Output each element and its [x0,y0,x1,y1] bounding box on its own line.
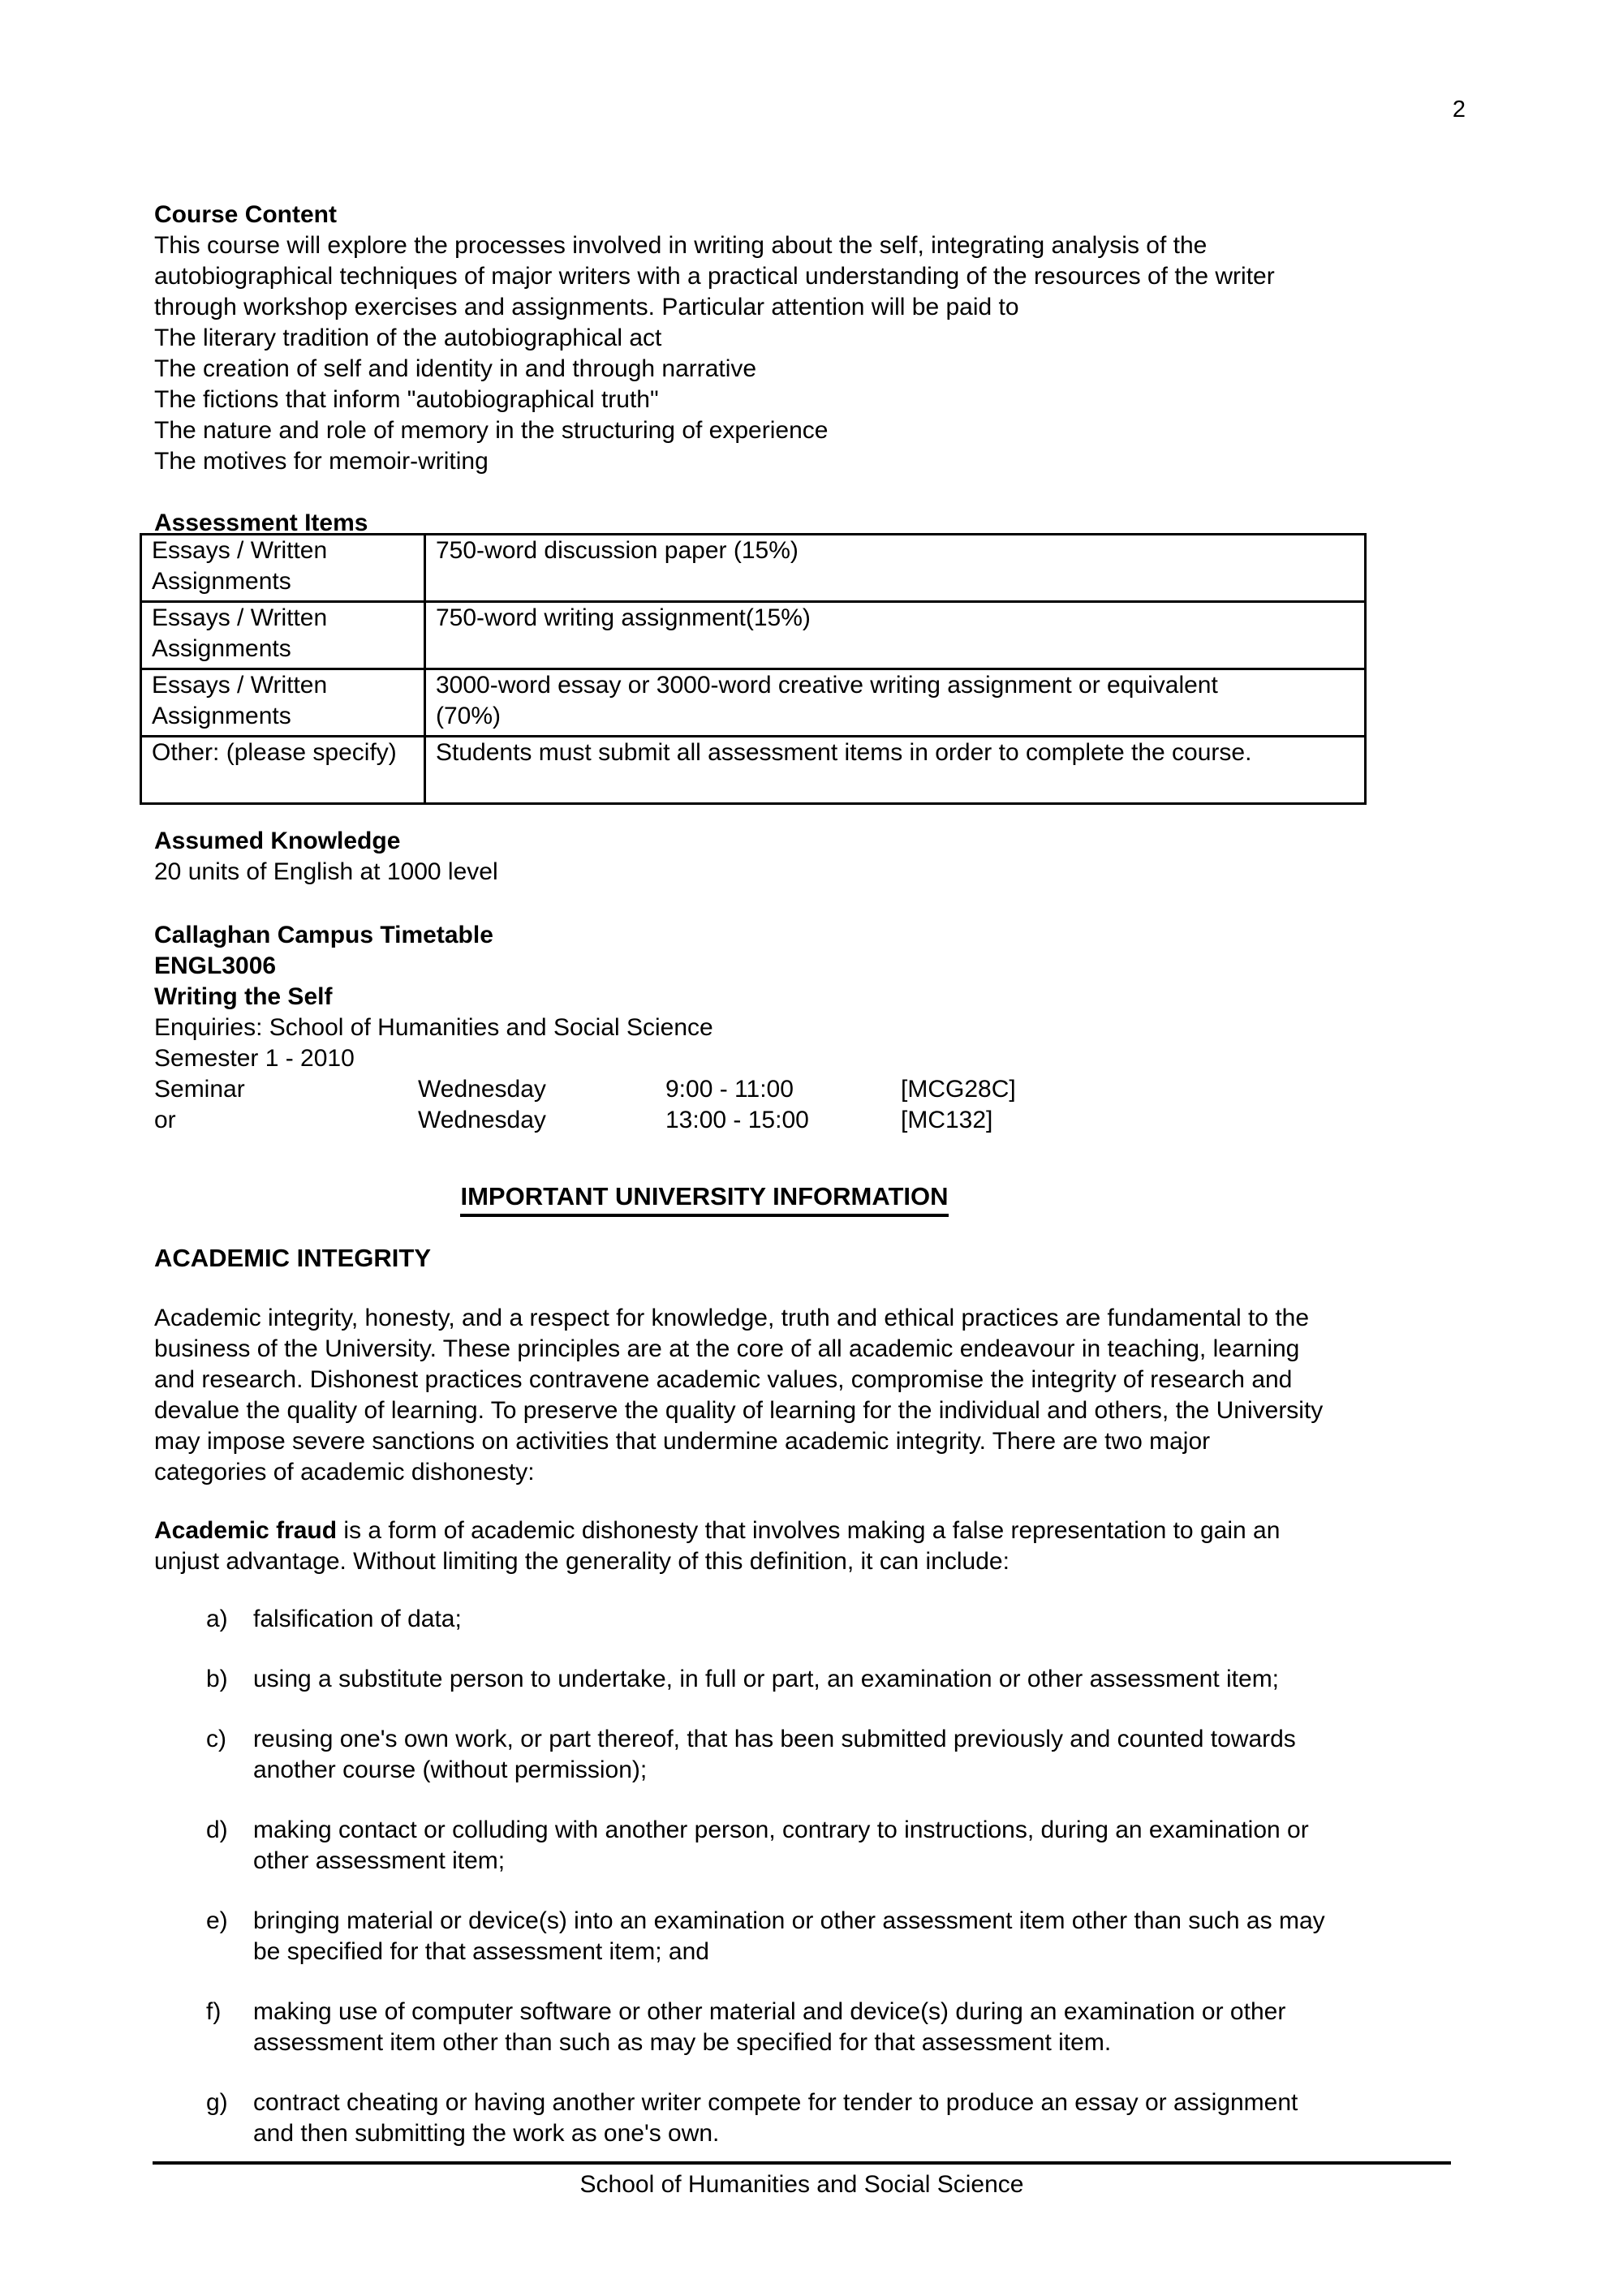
list-item-label: a) [206,1606,228,1632]
table-row [141,602,1366,669]
assessment-desc-cell [425,602,1366,669]
assessment-desc-line: (70%) [436,703,502,729]
assessment-type-cell: Essays / Written Assignments [141,602,425,669]
timetable-section [154,920,1469,1136]
academic-integrity-line: categories of academic dishonesty: [154,1459,535,1486]
timetable-class-type: Seminar [154,1076,245,1103]
list-item-line: assessment item other than such as may be specified for that assessment item. [253,2029,1112,2056]
assessment-items-table [140,533,1367,805]
academic-integrity-line: Academic integrity, honesty, and a respect for knowledge, truth and ethical practices are fundamental to the [154,1305,1310,1331]
list-item-line: using a substitute person to undertake, in full or part, an examination or other assessment item; [253,1666,1280,1692]
timetable-semester: Semester 1 - 2010 [154,1045,355,1072]
course-content-line: autobiographical techniques of major writers with a practical understanding of the resources of the writer [154,263,1275,290]
list-item-line: making contact or colluding with another person, contrary to instructions, during an examination or [253,1817,1309,1843]
timetable-time: 13:00 - 15:00 [665,1107,809,1133]
list-item-body [253,1906,1469,1967]
assumed-knowledge-text: 20 units of English at 1000 level [154,858,498,885]
list-item-line: other assessment item; [253,1847,506,1874]
assessment-desc-cell [425,535,1366,602]
list-item-line: falsification of data; [253,1606,462,1632]
timetable-day: Wednesday [418,1107,546,1133]
list-item-line: contract cheating or having another writer compete for tender to produce an essay or assignment [253,2089,1298,2116]
academic-fraud-lead: Academic fraud [154,1517,338,1544]
list-item-line: another course (without permission); [253,1756,648,1783]
timetable-room: [MC132] [901,1107,993,1133]
timetable-enquiries: Enquiries: School of Humanities and Social Science [154,1014,713,1041]
list-item [206,1664,1469,1695]
academic-integrity-paragraph [154,1303,1469,1488]
important-info-heading: IMPORTANT UNIVERSITY INFORMATION [460,1183,948,1217]
course-content-line: The creation of self and identity in and through narrative [154,355,757,382]
list-item [206,1815,1469,1877]
timetable-row [154,1074,1469,1105]
list-item-line: be specified for that assessment item; and [253,1938,709,1965]
assessment-desc-line: 750-word discussion paper (15%) [436,537,799,564]
list-item-body [253,1664,1469,1695]
list-item-body [253,1815,1469,1877]
course-content-heading: Course Content [154,201,337,228]
course-content-line: This course will explore the processes involved in writing about the self, integrating analysis of the [154,232,1208,259]
academic-integrity-line: business of the University. These principles are at the core of all academic endeavour in teaching, learning [154,1335,1300,1362]
page-number: 2 [1452,97,1466,123]
assumed-knowledge-heading: Assumed Knowledge [154,828,401,854]
academic-fraud-line [154,1516,1469,1546]
list-item-label: d) [206,1817,228,1843]
list-item-body [253,1604,1469,1635]
list-item-label: g) [206,2089,228,2116]
list-item-line: reusing one's own work, or part thereof, that has been submitted previously and counted towards [253,1726,1296,1752]
list-item-line: bringing material or device(s) into an examination or other assessment item other than such as may [253,1907,1325,1934]
assessment-type-cell: Essays / Written Assignments [141,669,425,737]
course-title: Writing the Self [154,983,333,1010]
assessment-type-cell: Essays / Written Assignments [141,535,425,602]
assessment-desc-cell [425,669,1366,737]
timetable-day: Wednesday [418,1076,546,1103]
list-item-line: making use of computer software or other material and device(s) during an examination or other [253,1998,1286,2025]
assessment-desc-line: 3000-word essay or 3000-word creative writing assignment or equivalent [436,672,1218,699]
assessment-desc-cell [425,737,1366,804]
list-item-line: and then submitting the work as one's own. [253,2120,720,2147]
list-item-label: e) [206,1907,228,1934]
timetable-room: [MCG28C] [901,1076,1016,1103]
assessment-desc-line: Students must submit all assessment items in order to complete the course. [436,739,1252,766]
footer-text: School of Humanities and Social Science [579,2171,1024,2198]
table-row [141,669,1366,737]
academic-integrity-heading-section [154,1243,1469,1274]
academic-fraud-line: unjust advantage. Without limiting the generality of this definition, it can include: [154,1548,1010,1575]
list-item [206,1724,1469,1786]
academic-fraud-rest: is a form of academic dishonesty that involves making a false representation to gain an [337,1517,1281,1544]
timetable-row [154,1105,1469,1136]
important-info-section [154,1183,1255,1217]
academic-fraud-paragraph [154,1516,1469,1577]
list-item-body [253,1997,1469,2058]
course-content-line: The nature and role of memory in the structuring of experience [154,417,829,444]
assessment-items-heading: Assessment Items [154,510,368,536]
table-row [141,737,1366,804]
list-item [206,1906,1469,1967]
course-content-line: through workshop exercises and assignments. Particular attention will be paid to [154,294,1019,320]
timetable-time: 9:00 - 11:00 [665,1076,794,1103]
assessment-type-cell: Other: (please specify) [141,737,425,804]
list-item-label: f) [206,1998,222,2025]
academic-integrity-heading: ACADEMIC INTEGRITY [154,1244,431,1272]
course-content-line: The literary tradition of the autobiographical act [154,325,662,351]
academic-integrity-line: may impose severe sanctions on activities that undermine academic integrity. There are two major [154,1428,1211,1455]
academic-integrity-line: devalue the quality of learning. To preserve the quality of learning for the individual and others, the University [154,1397,1324,1424]
list-item-label: b) [206,1666,228,1692]
timetable-class-type: or [154,1107,176,1133]
assessment-desc-line: 750-word writing assignment(15%) [436,604,811,631]
course-content-section [154,200,1469,477]
list-item-label: c) [206,1726,226,1752]
academic-integrity-line: and research. Dishonest practices contravene academic values, compromise the integrity of research and [154,1366,1293,1393]
fraud-list [206,1604,1469,2178]
course-content-line: The motives for memoir-writing [154,448,489,475]
timetable-heading: Callaghan Campus Timetable [154,922,493,948]
table-row [141,535,1366,602]
page-footer [153,2161,1451,2199]
list-item [206,1604,1469,1635]
list-item-body [253,1724,1469,1786]
list-item-body [253,2087,1469,2149]
course-code: ENGL3006 [154,952,277,979]
assumed-knowledge-section [154,826,1469,888]
list-item [206,2087,1469,2149]
list-item [206,1997,1469,2058]
course-content-line: The fictions that inform "autobiographical truth" [154,386,659,413]
